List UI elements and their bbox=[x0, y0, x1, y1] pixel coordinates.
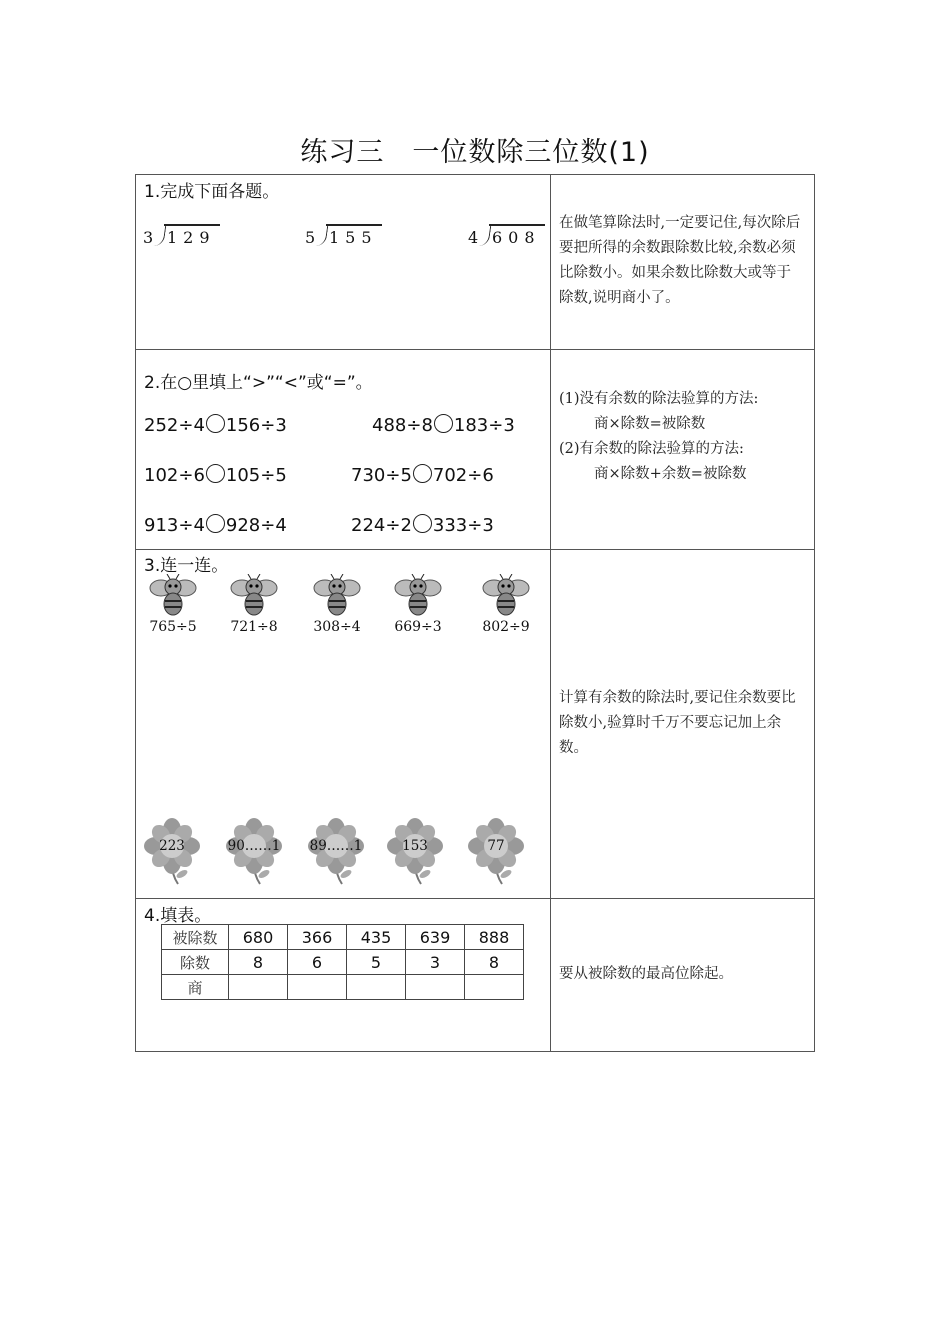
q1-title: 1.完成下面各题。 bbox=[144, 182, 280, 202]
bee-label: 765÷5 bbox=[149, 619, 197, 635]
left-expression: 252÷4 bbox=[144, 415, 205, 436]
dividend: 129 bbox=[167, 228, 216, 247]
column-divider bbox=[550, 174, 551, 1052]
bee-icon bbox=[480, 574, 532, 620]
fill-in-table bbox=[161, 924, 524, 1000]
table-cell: 8 bbox=[229, 950, 288, 975]
right-expression: 156÷3 bbox=[225, 415, 287, 436]
answer-circle[interactable] bbox=[206, 514, 225, 533]
answer-circle[interactable] bbox=[434, 414, 453, 433]
left-expression: 730÷5 bbox=[351, 465, 412, 486]
comparison-item bbox=[144, 514, 287, 536]
q3-title: 3.连一连。 bbox=[144, 556, 229, 576]
answer-circle[interactable] bbox=[413, 514, 432, 533]
answer-cell[interactable] bbox=[406, 975, 465, 1000]
dividend: 608 bbox=[492, 228, 541, 247]
table-row bbox=[162, 950, 524, 975]
flower-card[interactable] bbox=[466, 818, 526, 886]
division-bar bbox=[164, 224, 220, 226]
bee-card[interactable] bbox=[476, 574, 536, 635]
q2-tip bbox=[559, 387, 804, 487]
divisor: 3 bbox=[143, 228, 154, 247]
table-row bbox=[162, 975, 524, 1000]
answer-cell[interactable] bbox=[347, 975, 406, 1000]
flower-card[interactable] bbox=[306, 818, 366, 886]
left-expression: 102÷6 bbox=[144, 465, 205, 486]
dividend: 155 bbox=[329, 228, 378, 247]
row-header: 商 bbox=[162, 975, 229, 1000]
comparison-item bbox=[372, 414, 515, 436]
left-expression: 488÷8 bbox=[372, 415, 433, 436]
comparison-item bbox=[144, 414, 287, 436]
row-divider bbox=[135, 349, 815, 350]
table-cell: 3 bbox=[406, 950, 465, 975]
bee-label: 669÷3 bbox=[394, 619, 442, 635]
answer-cell[interactable] bbox=[229, 975, 288, 1000]
flower-card[interactable] bbox=[224, 818, 284, 886]
flower-label: 223 bbox=[159, 838, 185, 854]
q3-tip: 计算有余数的除法时,要记住余数要比除数小,验算时千万不要忘记加上余数。 bbox=[559, 690, 796, 756]
right-expression: 333÷3 bbox=[432, 515, 494, 536]
bee-icon bbox=[147, 574, 199, 620]
row-header: 除数 bbox=[162, 950, 229, 975]
q4-tip: 要从被除数的最高位除起。 bbox=[559, 966, 733, 982]
flower-label: 77 bbox=[487, 838, 505, 854]
right-expression: 183÷3 bbox=[453, 415, 515, 436]
table-cell: 435 bbox=[347, 925, 406, 950]
answer-cell[interactable] bbox=[288, 975, 347, 1000]
table-cell: 6 bbox=[288, 950, 347, 975]
comparison-item bbox=[351, 464, 494, 486]
tip-line: 商×除数=被除数 bbox=[594, 416, 706, 432]
right-expression: 702÷6 bbox=[432, 465, 494, 486]
flower-label: 90……1 bbox=[227, 838, 281, 854]
table-cell: 8 bbox=[465, 950, 524, 975]
divisor: 4 bbox=[468, 228, 479, 247]
table-cell: 888 bbox=[465, 925, 524, 950]
q2-title: 2.在○里填上“>”“<”或“=”。 bbox=[144, 373, 373, 393]
table-row bbox=[162, 925, 524, 950]
left-expression: 913÷4 bbox=[144, 515, 205, 536]
tip-line: (2)有余数的除法验算的方法: bbox=[559, 441, 744, 457]
tip-line: 商×除数+余数=被除数 bbox=[594, 466, 747, 482]
bee-label: 721÷8 bbox=[230, 619, 278, 635]
division-bar bbox=[489, 224, 545, 226]
bee-label: 802÷9 bbox=[482, 619, 530, 635]
row-divider bbox=[135, 549, 815, 550]
q1-tip: 在做笔算除法时,一定要记住,每次除后要把所得的余数跟除数比较,余数必须比除数小。如果余数比除数大或等于除数,说明商小了。 bbox=[559, 215, 801, 306]
divisor: 5 bbox=[305, 228, 316, 247]
comparison-item bbox=[351, 514, 494, 536]
division-bar bbox=[326, 224, 382, 226]
comparison-item bbox=[144, 464, 287, 486]
bee-card[interactable] bbox=[307, 574, 367, 635]
answer-circle[interactable] bbox=[413, 464, 432, 483]
row-divider bbox=[135, 898, 815, 899]
answer-cell[interactable] bbox=[465, 975, 524, 1000]
flower-card[interactable] bbox=[385, 818, 445, 886]
page-title: 练习三 一位数除三位数(1) bbox=[300, 137, 650, 168]
flower-label: 89……1 bbox=[309, 838, 363, 854]
flower-card[interactable] bbox=[142, 818, 202, 886]
bee-icon bbox=[392, 574, 444, 620]
flower-label: 153 bbox=[402, 838, 428, 854]
bee-icon bbox=[228, 574, 280, 620]
bee-card[interactable] bbox=[388, 574, 448, 635]
right-expression: 105÷5 bbox=[225, 465, 287, 486]
answer-circle[interactable] bbox=[206, 414, 225, 433]
bee-label: 308÷4 bbox=[313, 619, 361, 635]
table-cell: 680 bbox=[229, 925, 288, 950]
table-cell: 366 bbox=[288, 925, 347, 950]
bee-icon bbox=[311, 574, 363, 620]
bee-card[interactable] bbox=[224, 574, 284, 635]
right-expression: 928÷4 bbox=[225, 515, 287, 536]
row-header: 被除数 bbox=[162, 925, 229, 950]
tip-line: (1)没有余数的除法验算的方法: bbox=[559, 391, 759, 407]
answer-circle[interactable] bbox=[206, 464, 225, 483]
table-cell: 639 bbox=[406, 925, 465, 950]
table-cell: 5 bbox=[347, 950, 406, 975]
q4-title: 4.填表。 bbox=[144, 906, 212, 926]
bee-card[interactable] bbox=[143, 574, 203, 635]
left-expression: 224÷2 bbox=[351, 515, 412, 536]
